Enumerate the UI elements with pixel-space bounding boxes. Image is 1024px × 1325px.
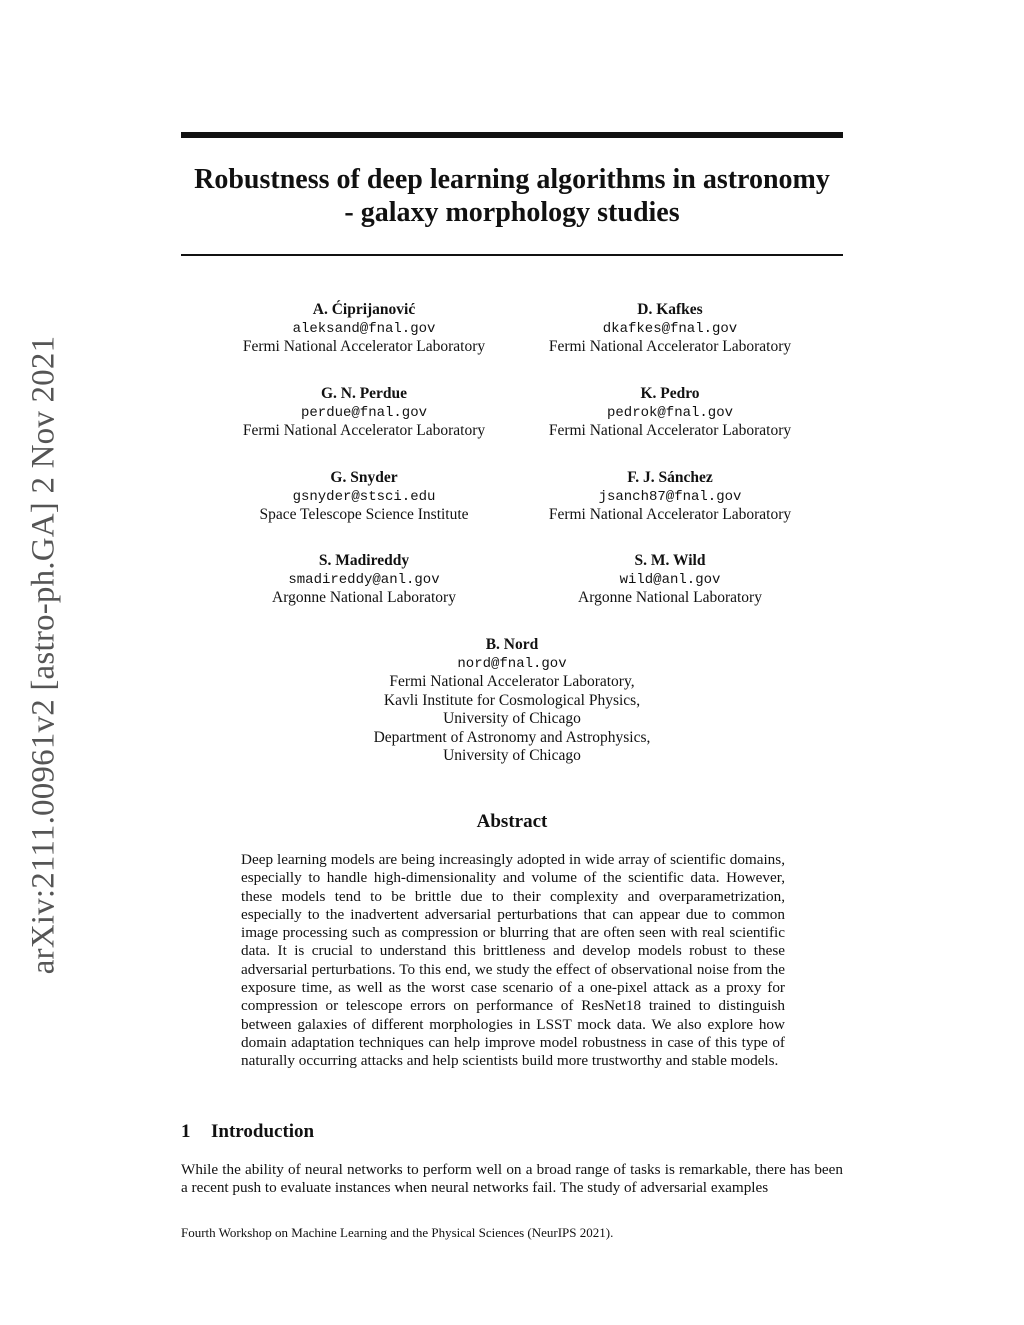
author-affiliation-line: Fermi National Accelerator Laboratory,	[389, 673, 635, 690]
title-top-rule	[181, 132, 843, 138]
author-affiliation-line: Department of Astronomy and Astrophysics,	[373, 728, 651, 746]
section-title: Introduction	[211, 1121, 315, 1142]
author-email[interactable]: nord@fnal.gov	[457, 655, 567, 672]
author-name: B. Nord	[485, 636, 539, 653]
author-name: D. Kafkes	[637, 301, 703, 318]
author-affiliation: Fermi National Accelerator Laboratory	[242, 422, 486, 439]
author-block	[204, 385, 524, 441]
author-affiliation-line: University of Chicago	[443, 710, 581, 727]
venue-footnote: Fourth Workshop on Machine Learning and the Physical Sciences (NeurIPS 2021).	[181, 1225, 614, 1240]
title-line-2: - galaxy morphology studies	[344, 197, 680, 228]
author-block	[510, 385, 830, 441]
author-email[interactable]: wild@anl.gov	[619, 571, 721, 588]
author-email[interactable]: perdue@fnal.gov	[300, 404, 428, 421]
author-affiliation: Fermi National Accelerator Laboratory	[548, 506, 792, 523]
title-bottom-rule	[181, 254, 843, 256]
author-affiliation: Argonne National Laboratory	[578, 589, 762, 606]
author-block	[510, 469, 830, 525]
author-name: G. Snyder	[330, 469, 398, 486]
author-affiliation-line: Kavli Institute for Cosmological Physics,	[383, 691, 641, 709]
author-name: S. Madireddy	[318, 552, 410, 569]
author-name: G. N. Perdue	[320, 385, 408, 402]
author-email[interactable]: aleksand@fnal.gov	[292, 320, 436, 337]
author-name: A. Ćiprijanović	[312, 301, 416, 318]
abstract-text: Deep learning models are being increasingly adopted in wide array of scientific domains, especially to handle high-dimensionality and volume of the scientific data. However, these models tend to be brittle due to their complexity and overparametrization, especially to the inadvertent adversarial perturbations that can appear due to common image processing such as compression or blurring that are often seen with real scientific data. It is crucial to understand this brittleness and develop models robust to these adversarial perturbations. To this end, we study the effect of observational noise from the exposure time, as well as the worst case scenario of a one-pixel attack as a proxy for compression or telescope errors on performance of ResNet18 trained to distinguish between galaxies of different morphologies in LSST mock data. We also explore how domain adaptation techniques can help improve model robustness in case of this type of naturally occurring attacks and help scientists build more trustworthy and stable models.	[241, 851, 785, 1070]
author-affiliation: Space Telescope Science Institute	[259, 506, 469, 523]
author-name: S. M. Wild	[634, 552, 706, 569]
author-block	[204, 552, 524, 608]
author-block	[204, 469, 524, 525]
author-email[interactable]: pedrok@fnal.gov	[606, 404, 734, 421]
arxiv-identifier: arXiv:2111.00961v2 [astro-ph.GA] 2 Nov 2021	[25, 335, 62, 975]
author-affiliation-line: University of Chicago	[443, 747, 581, 764]
author-email[interactable]: smadireddy@anl.gov	[288, 571, 440, 588]
author-affiliation: Fermi National Accelerator Laboratory	[242, 338, 486, 355]
section-number: 1	[181, 1121, 191, 1142]
author-email[interactable]: jsanch87@fnal.gov	[598, 488, 742, 505]
author-block	[510, 552, 830, 608]
author-email[interactable]: dkafkes@fnal.gov	[602, 320, 738, 337]
abstract-heading: Abstract	[476, 811, 548, 832]
author-email[interactable]: gsnyder@stsci.edu	[292, 488, 436, 505]
introduction-text: While the ability of neural networks to perform well on a broad range of tasks is remarkable, there has been a recent push to evaluate instances when neural networks fail. The study of adversarial examples	[181, 1161, 843, 1197]
author-affiliation: Argonne National Laboratory	[272, 589, 456, 606]
author-affiliation: Fermi National Accelerator Laboratory	[548, 338, 792, 355]
paper-title	[181, 163, 843, 229]
author-block-last	[336, 636, 688, 766]
section-heading	[181, 1121, 314, 1143]
author-block	[204, 301, 524, 357]
author-name: K. Pedro	[640, 385, 700, 402]
author-name: F. J. Sánchez	[627, 469, 713, 486]
title-line-1: Robustness of deep learning algorithms in astronomy	[194, 164, 830, 195]
author-affiliation: Fermi National Accelerator Laboratory	[548, 422, 792, 439]
author-block	[510, 301, 830, 357]
